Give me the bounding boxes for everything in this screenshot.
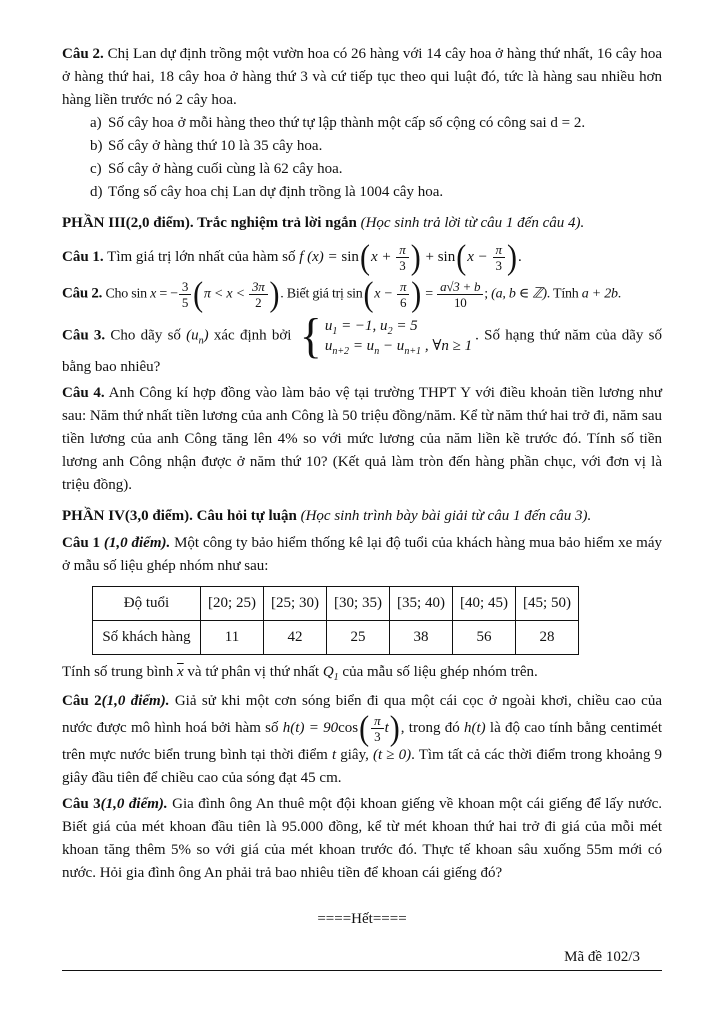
question-text: và tứ phân vị thứ nhất — [183, 664, 323, 680]
math-fragment: x − — [467, 248, 492, 265]
math-fragment: . — [518, 248, 522, 265]
case-row-2: $u_{n+2} = u_n - u_{n+1}$ , ∀n ≥ 1 — [324, 338, 473, 357]
question-text: Giả sử khi một cơn sóng biển đi qua một cái cọc ở ngoài khơi, chiều cao của nước được mô hình hoá bởi hàm số — [62, 693, 663, 736]
table-cell: [20; 25) — [201, 587, 264, 621]
math-fragment: + — [421, 248, 438, 265]
system-of-equations: { $u_1 = -1$, $u_2 = 5$ $u_{n+2} = u_n - u_{n+1}$ , ∀n ≥ 1 — [299, 308, 473, 363]
table-cell: 42 — [264, 621, 327, 655]
math-fragment: (a, b ∈ ℤ) — [491, 286, 547, 302]
question-intro — [62, 43, 662, 112]
math-fragment: x — [146, 286, 157, 302]
question-label: Câu 4. — [62, 385, 105, 401]
math-fragment: = — [421, 286, 437, 302]
option-marker: a) — [90, 115, 102, 131]
table-cell: [30; 35) — [327, 587, 390, 621]
option-marker: d) — [90, 184, 103, 200]
question-text: , trong đó — [400, 719, 464, 736]
exam-code: Mã đề 102/3 — [564, 949, 640, 965]
math-fragment: $\overline{x}$ — [177, 664, 184, 680]
part3-heading-italic: (Học sinh trả lời từ câu 1 đến câu 4). — [360, 215, 585, 231]
math-fragment: Q — [322, 664, 334, 680]
fraction: $\frac{\pi}{3}$ — [371, 713, 384, 744]
option-text: Tổng số cây hoa chị Lan dự định trồng là 1004 cây hoa. — [108, 184, 444, 200]
case-row-1: $u_1 = -1$, $u_2 = 5$ — [324, 318, 418, 337]
end-marker-text: ====Hết==== — [317, 911, 407, 927]
math-fragment: sin — [131, 286, 147, 302]
option-text: Số cây ở hàng thứ 10 là 35 cây hoa. — [108, 138, 323, 154]
option-d — [62, 181, 662, 204]
question-points: (1,0 điểm). — [100, 796, 168, 812]
fraction: $\frac{3\pi}{2}$ — [249, 279, 268, 310]
math-fragment: (u — [186, 327, 199, 344]
part3-heading — [62, 210, 662, 236]
table-cell: 56 — [453, 621, 516, 655]
math-fragment: h(t) = 90 — [282, 719, 339, 736]
table-cell: 28 — [516, 621, 579, 655]
table-cell: 25 — [327, 621, 390, 655]
math-fragment: a + 2b — [581, 286, 618, 302]
math-fragment: h(t) — [463, 719, 486, 736]
math-fragment: . — [617, 286, 621, 302]
math-fragment: ; — [484, 286, 492, 302]
option-marker: c) — [90, 161, 102, 177]
part4-heading-bold: PHẦN IV(3,0 điểm). Câu hỏi tự luận — [62, 508, 301, 524]
math-fragment: = − — [156, 286, 178, 302]
table-row-values — [93, 621, 579, 655]
fraction: $\frac{3}{5}$ — [179, 279, 191, 310]
part3-heading-bold: PHẦN III(2,0 điểm). Trắc nghiệm trả lời ngắn — [62, 215, 361, 231]
question-text: giây, — [336, 747, 373, 763]
part3-question-2: Câu 2. Cho sin x = − $\frac{3}{5}$ (π < x < $\frac{3\pi}{2}$ ). Biết giá trị sin(x − $\frac{\pi}{6}$ ) = $\frac{a√3 + b}{10}$ ; (a, b ∈ ℤ). Tính a + 2b. — [62, 274, 621, 313]
part4-heading-italic: (Học sinh trình bày bài giải từ câu 1 đến câu 3). — [300, 508, 592, 524]
end-marker — [62, 907, 662, 931]
question-text: Chị Lan dự định trồng một vườn hoa có 26 hàng với 14 cây hoa ở hàng thứ nhất, 16 cây hoa ở hàng thứ hai, 18 cây hoa ở hàng thứ 3 và cứ tiếp tục theo qui luật đó, tức là hàng sau nhiều hơn hàng liền trước nó 2 cây hoa. — [62, 46, 662, 108]
question-text: của mẫu số liệu ghép nhóm trên. — [338, 664, 538, 680]
math-fragment: sin — [341, 248, 359, 265]
part3-question-4 — [62, 382, 662, 497]
fraction: $\frac{a√3 + b}{10}$ — [437, 279, 483, 310]
option-text: Số cây hoa ở mỗi hàng theo thứ tự lập thành một cấp số cộng có công sai d = 2. — [108, 115, 586, 131]
question-text: Tìm giá trị lớn nhất của hàm số — [103, 248, 300, 265]
table-cell: [45; 50) — [516, 587, 579, 621]
math-fragment: x − — [374, 286, 396, 302]
math-fragment: cos — [338, 719, 359, 736]
subscript: n — [198, 335, 204, 347]
math-fragment: x + — [370, 248, 396, 265]
question-label: Câu 2. — [62, 46, 104, 62]
question-label: Câu 1. — [62, 248, 104, 265]
question-text: Gia đình ông An thuê một đội khoan giếng về khoan một cái giếng để lấy nước. Biết giá của mét khoan đầu tiên là 95.000 đồng, kể từ mét khoan thứ hai trở đi giá của mỗi mét khoan tăng thêm 5% so với giá của mét khoan trước đó. Thực tế khoan sâu xuống 55m mới có nước. Hỏi gia đình ông An phải trả bao nhiêu tiền để khoan cái giếng đó? — [62, 796, 662, 881]
table-cell: [25; 30) — [264, 587, 327, 621]
table-row-header — [93, 587, 579, 621]
question-text: . Biết giá trị — [280, 286, 347, 302]
part4-question-2: Câu 2(1,0 điểm). Giả sử khi một cơn sóng biển đi qua một cái cọc ở ngoài khơi, chiều cao của nước được mô hình hoá bởi hàm số h(t) = 90cos( $\frac{\pi}{3}$ t), trong đó h(t) là độ cao tính bằng centimét trên mực nước biển trung bình tại thời điểm t giây, (t ≥ 0). Tìm tất cả các thời điểm trong khoảng 9 giây đầu tiên để chiều cao của sóng đạt 45 cm. — [62, 693, 663, 786]
question-text: Tính số trung bình — [62, 664, 177, 680]
part3-question-3 — [62, 308, 662, 379]
question-label: Câu 1 — [62, 535, 104, 551]
question-label: Câu 3 — [62, 796, 101, 812]
option-marker: b) — [90, 138, 103, 154]
question-label: Câu 2 — [62, 693, 102, 709]
math-fragment: t — [331, 747, 337, 763]
question-text: xác định bởi — [208, 327, 297, 344]
option-text: Số cây ở hàng cuối cùng là 62 cây hoa. — [108, 161, 343, 177]
table-cell: Độ tuổi — [93, 587, 201, 621]
question-text: . Tìm tất cả các thời điểm trong khoảng 9 giây đầu tiên để chiều cao của sóng đạt 45 cm. — [62, 747, 663, 786]
question-points: (1,0 điểm). — [103, 535, 171, 551]
math-fragment: π < x < — [203, 286, 249, 302]
table-cell: [40; 45) — [453, 587, 516, 621]
part4-heading — [62, 503, 662, 529]
question-text: là độ cao tính bằng centimét trên mực nước biển trung bình tại thời điểm — [62, 719, 662, 763]
data-table — [92, 586, 579, 655]
question-text: Cho dãy số — [105, 327, 187, 344]
subscript: 1 — [333, 672, 339, 683]
math-fragment: ) — [203, 327, 209, 344]
math-fragment: f (x) = — [299, 248, 342, 265]
question-text: . Số hạng thứ năm của dãy số bằng bao nhiêu? — [62, 327, 662, 375]
option-c — [62, 158, 662, 181]
table-cell: Số khách hàng — [93, 621, 201, 655]
fraction: $\frac{\pi}{6}$ — [397, 279, 409, 310]
page-footer — [62, 947, 662, 971]
part4-question-1-task — [62, 661, 662, 684]
math-fragment: sin — [346, 286, 363, 302]
question-text: Một công ty bảo hiểm thống kê lại độ tuổi của khách hàng mua bảo hiểm xe máy ở mẫu số liệu ghép nhóm như sau: — [62, 535, 662, 574]
part4-question-3 — [62, 793, 662, 885]
table-cell: 11 — [201, 621, 264, 655]
table-cell: 38 — [390, 621, 453, 655]
table-cell: [35; 40) — [390, 587, 453, 621]
question-text: Cho — [102, 286, 132, 302]
math-fragment: sin — [437, 248, 456, 265]
math-fragment: (t ≥ 0) — [372, 747, 412, 763]
part4-question-1 — [62, 532, 662, 578]
option-b — [62, 135, 662, 158]
fraction: $\frac{\pi}{3}$ — [493, 242, 506, 273]
question-points: (1,0 điểm). — [101, 693, 170, 709]
question-label: Câu 3. — [62, 327, 106, 344]
fraction: $\frac{\pi}{3}$ — [396, 242, 409, 273]
option-a — [62, 112, 662, 135]
math-fragment: t — [384, 719, 389, 736]
question-label: Câu 2. — [62, 285, 103, 302]
question-text: . Tính — [546, 286, 582, 302]
part3-question-1: Câu 1. Tìm giá trị lớn nhất của hàm số f (x) = sin(x + $\frac{\pi}{3}$ ) + sin(x − $\frac{\pi}{3}$ ). — [62, 237, 522, 276]
question-text: Anh Công kí hợp đồng vào làm bảo vệ tại trường THPT Y với điều khoản tiền lương như sau: Năm thứ nhất tiền lương của anh Công là 50 triệu đồng/năm. Kể từ năm thứ hai trở đi, năm sau tiền lương của anh Công tăng lên 4% so với mức lương của năm liền kề trước đó. Tính số tiền lương anh Công nhận được ở năm thứ 10? (Kết quả làm tròn đến hàng phần chục, với đơn vị là triệu đồng). — [62, 385, 662, 493]
